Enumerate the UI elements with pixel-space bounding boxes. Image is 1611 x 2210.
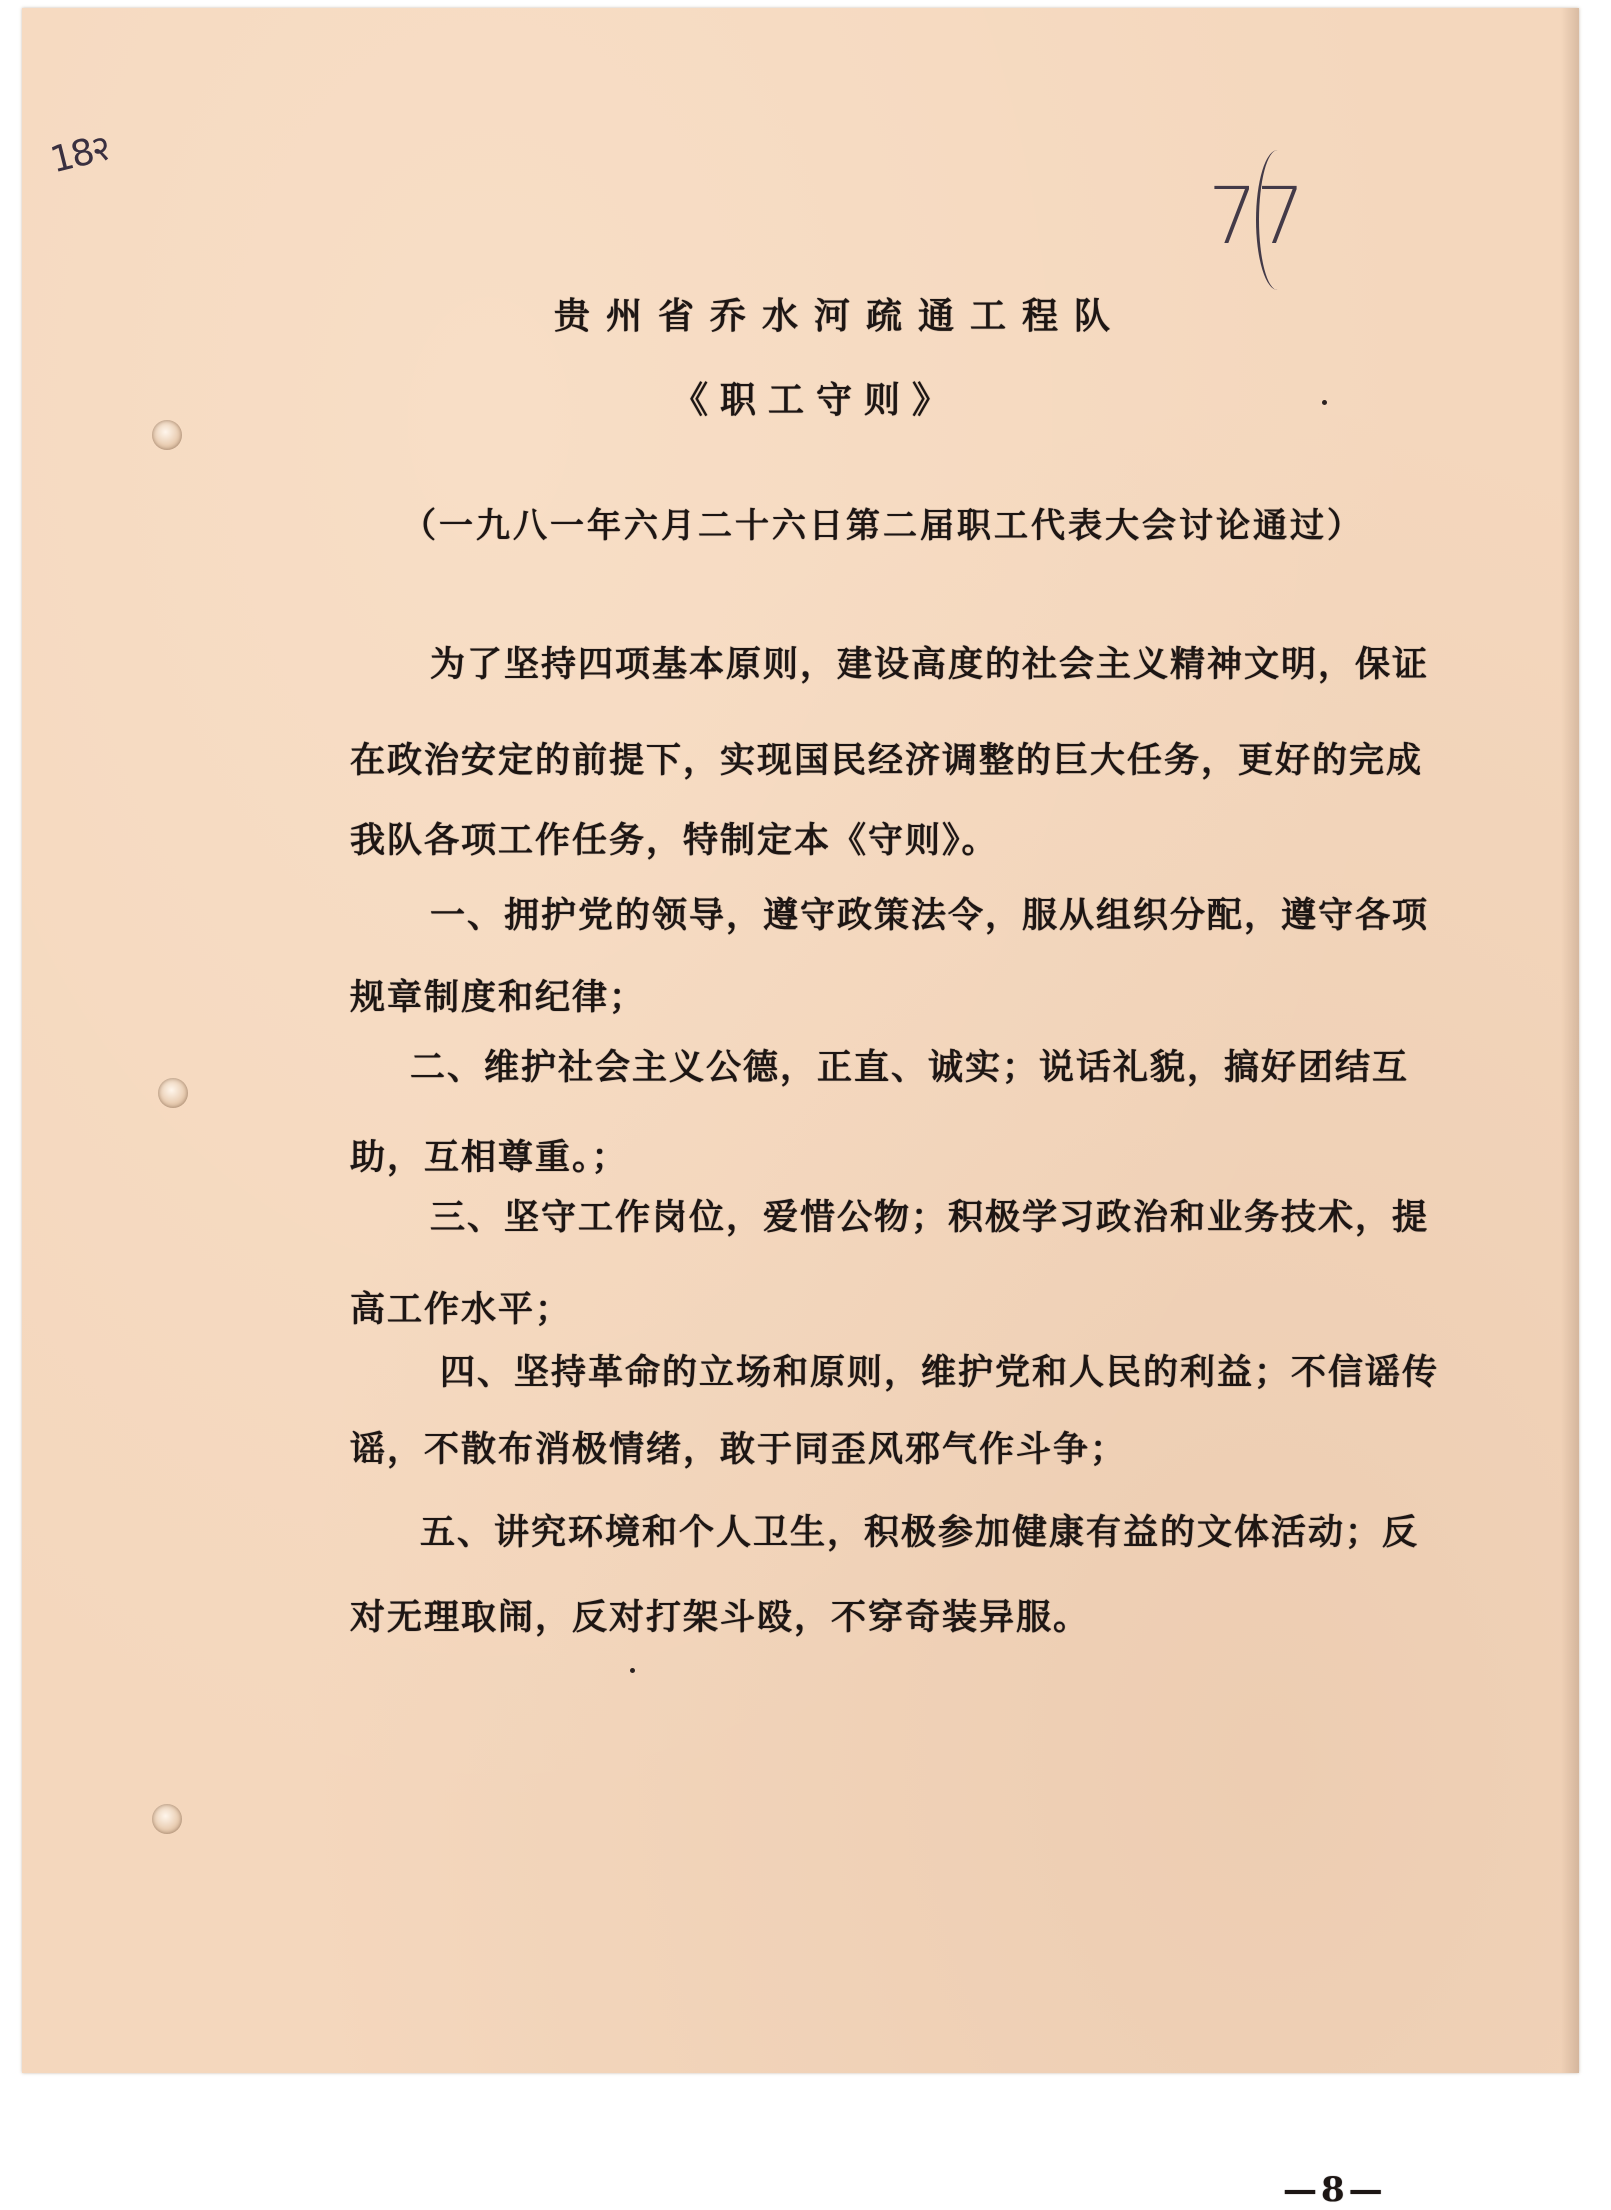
binder-hole-middle (158, 1078, 188, 1108)
document-title: 贵州省乔水河疏通工程队 (554, 295, 1127, 337)
ink-speck (630, 1668, 635, 1673)
rule-2-line: 二、维护社会主义公德，正直、诚实；说话礼貌，搞好团结互 (410, 1047, 1410, 1088)
rule-1-line: 一、拥护党的领导，遵守政策法令，服从组织分配，遵守各项 (430, 895, 1430, 936)
rule-3-line: 高工作水平； (350, 1289, 573, 1330)
ink-speck (1322, 400, 1327, 405)
rule-3-line: 三、坚守工作岗位，爱惜公物；积极学习政治和业务技术，提 (430, 1197, 1430, 1238)
page-number: —8— (1283, 2170, 1387, 2210)
binder-hole-bottom (152, 1804, 182, 1834)
handwritten-bracket-mark (1256, 150, 1299, 290)
document-subtitle: 《职工守则》 (672, 379, 961, 421)
page-edge-shadow (1561, 8, 1579, 2073)
rule-5-line: 五、讲究环境和个人卫生，积极参加健康有益的文体活动；反 (420, 1512, 1420, 1553)
rule-4-line: 四、坚持革命的立场和原则，维护党和人民的利益；不信谣传 (440, 1352, 1440, 1393)
rule-1-line: 规章制度和纪律； (350, 977, 647, 1018)
preamble-line: 我队各项工作任务，特制定本《守则》。 (350, 820, 999, 861)
handwritten-folio-number: 77 (1208, 172, 1304, 262)
handwritten-page-mark: 18२ (46, 127, 114, 182)
rule-5-line: 对无理取闹，反对打架斗殴，不穿奇装异服。 (350, 1597, 1091, 1638)
adoption-note: （一九八一年六月二十六日第二届职工代表大会讨论通过） (402, 506, 1364, 546)
rule-4-line: 谣，不散布消极情绪，敢于同歪风邪气作斗争； (350, 1429, 1128, 1470)
preamble-line: 在政治安定的前提下，实现国民经济调整的巨大任务，更好的完成 (350, 740, 1424, 781)
preamble-line: 为了坚持四项基本原则，建设高度的社会主义精神文明，保证 (430, 644, 1430, 685)
rule-2-line: 助，互相尊重。； (350, 1137, 629, 1178)
binder-hole-top (152, 420, 182, 450)
